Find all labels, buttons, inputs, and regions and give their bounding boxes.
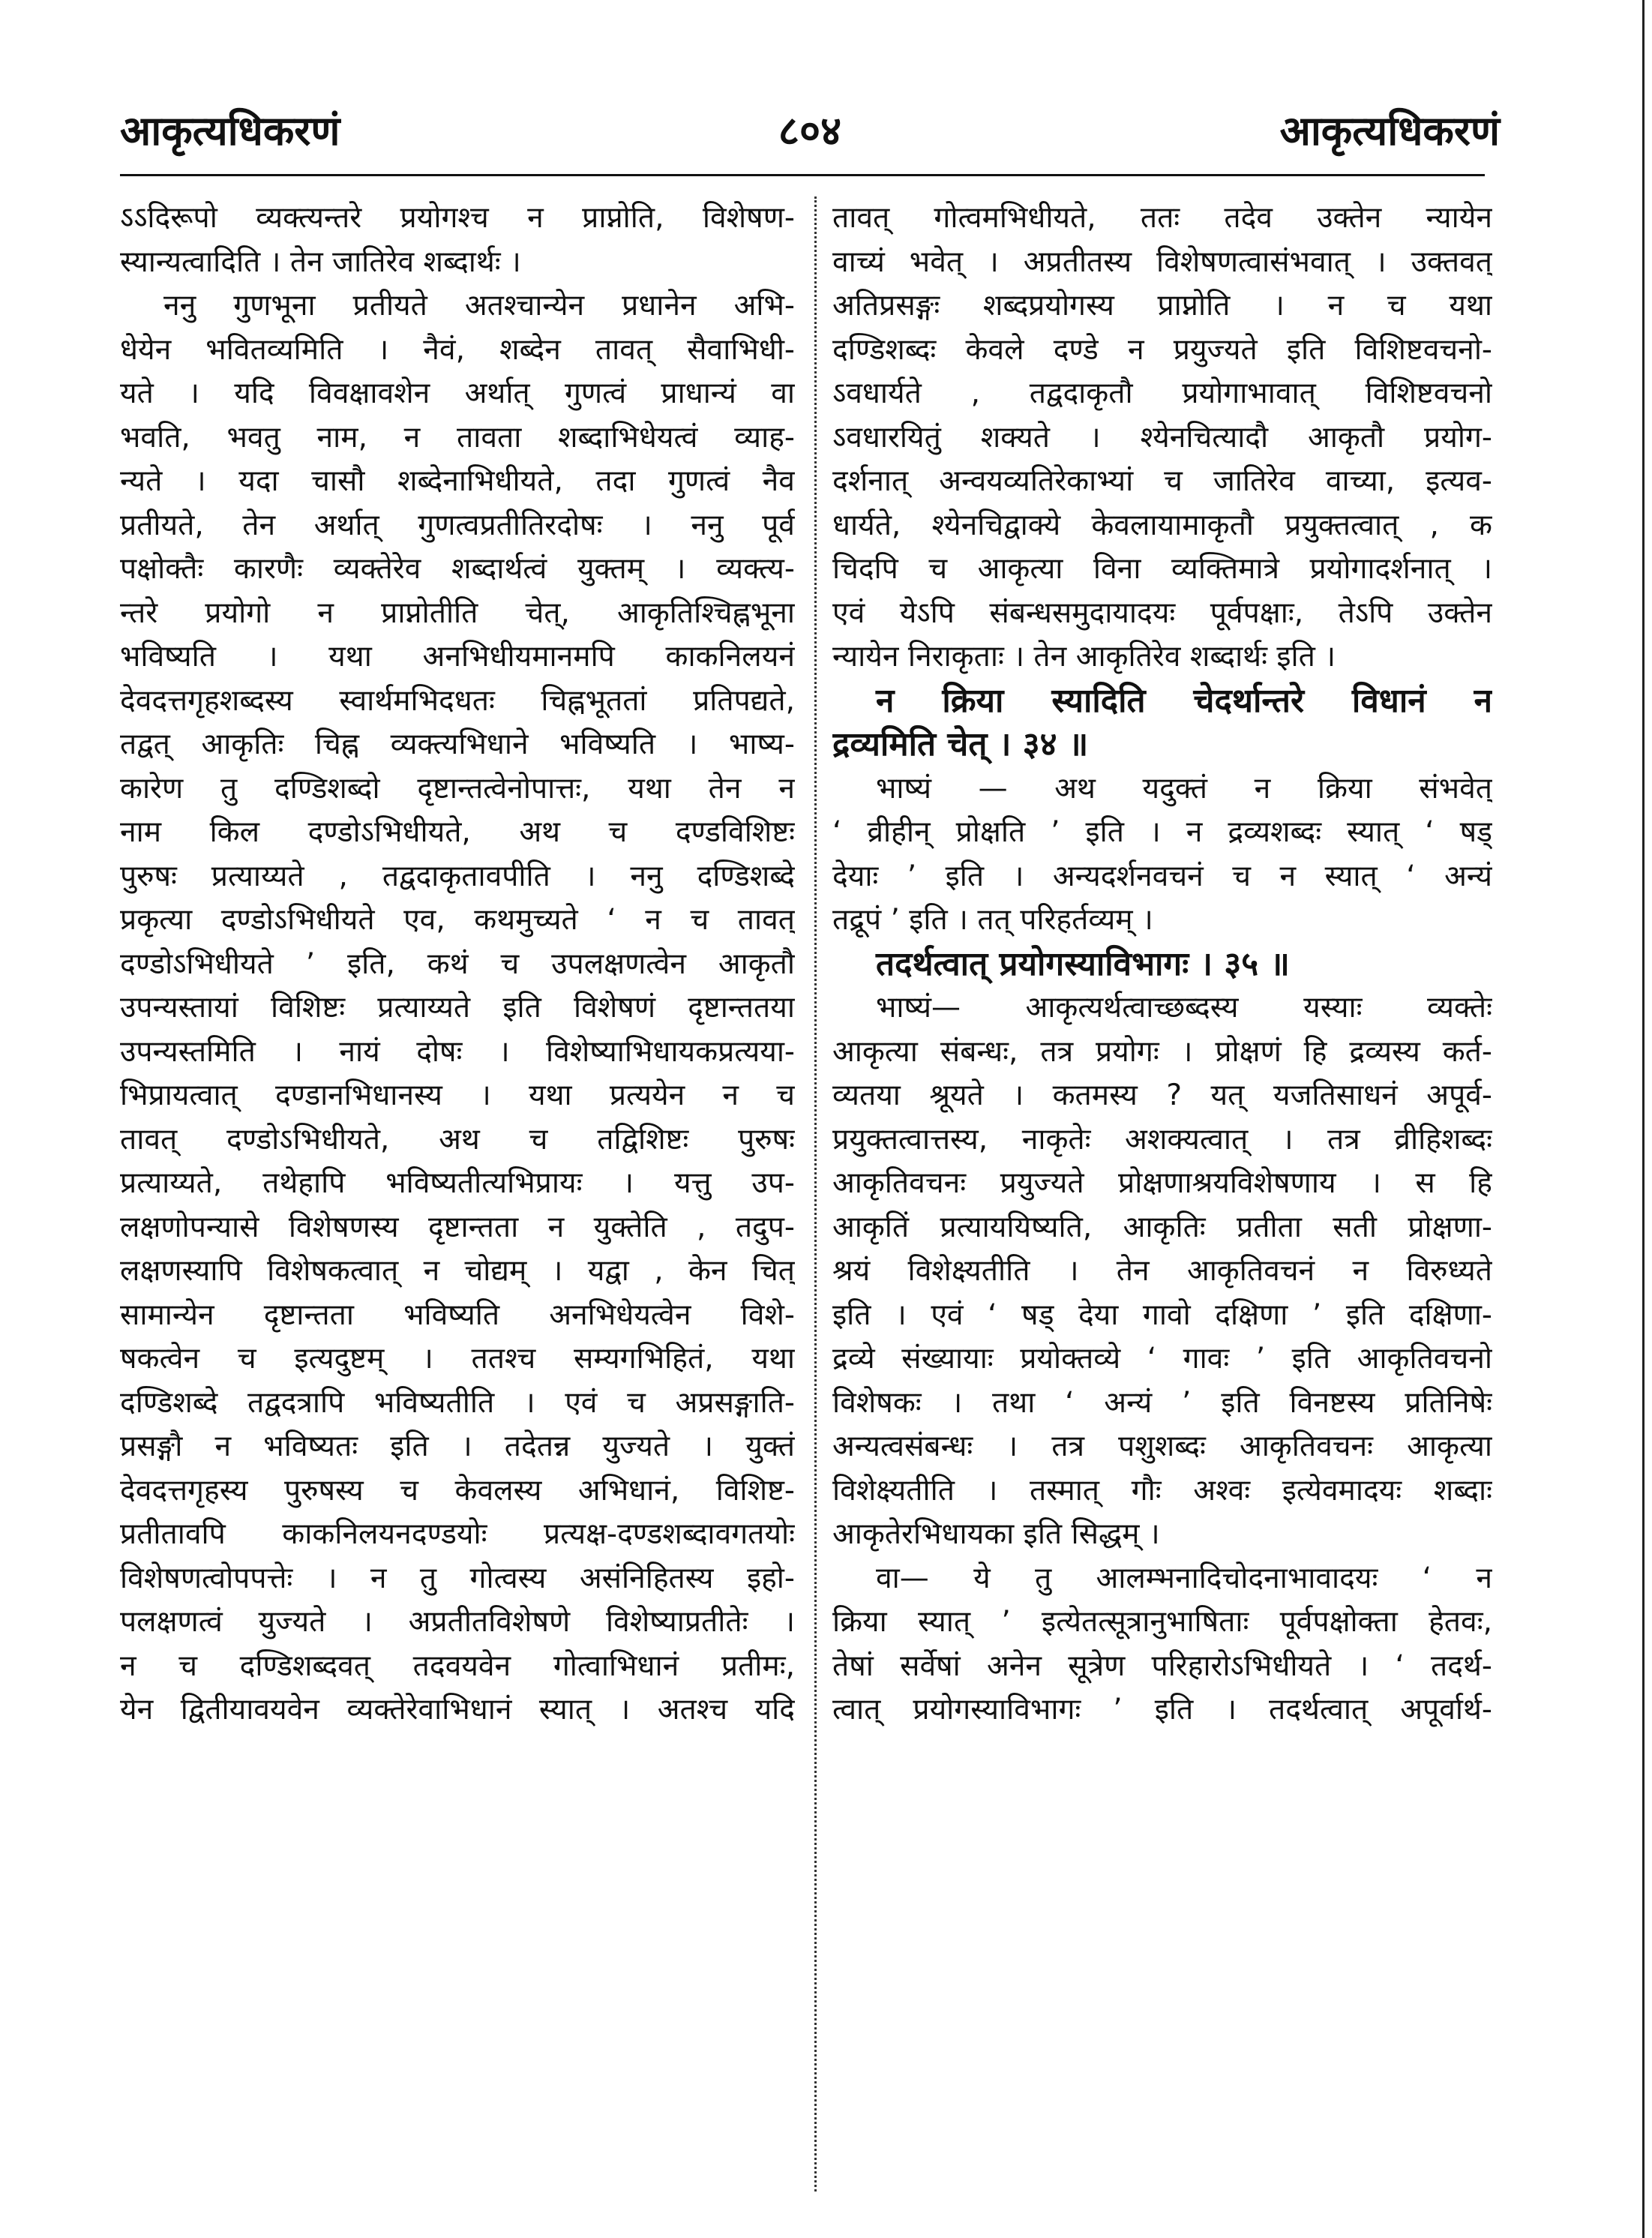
text-line: इति । एवं ‘ षड् देया गावो दक्षिणा ’ इति दक्षिणा-	[832, 1298, 1492, 1332]
text-line: पलक्षणत्वं युज्यते । अप्रतीतविशेषणे विशेष्याप्रतीतेः ।	[120, 1605, 795, 1639]
right-column	[832, 196, 1492, 1732]
text-line: पुरुषः प्रत्याय्यते , तद्वदाकृतावपीति । ननु दण्डिशब्दे	[120, 859, 795, 893]
running-title-right: आकृत्यधिकरणं	[1279, 107, 1500, 154]
text-line: धार्यते, श्येनचिद्वाक्ये केवलायामाकृतौ प्रयुक्तत्वात् , क	[832, 508, 1492, 542]
text-line: भाष्यं — अथ यदुक्तं न क्रिया संभवेत्	[876, 771, 1492, 806]
text-line: तेषां सर्वेषां अनेन सूत्रेण परिहारोऽभिधीयते । ‘ तदर्थ-	[832, 1648, 1492, 1683]
text-line: ननु गुणभूना प्रतीयते अतश्चान्येन प्रधानेन अभि-	[163, 289, 795, 322]
page-header	[120, 101, 1500, 169]
text-line: आकृतेरभिधायका इति सिद्धम् ।	[832, 1517, 1160, 1551]
running-title-left: आकृत्यधिकरणं	[120, 107, 340, 154]
text-line: दण्डिशब्दे तद्वदत्रापि भविष्यतीति । एवं च अप्रसङ्गाति-	[120, 1385, 795, 1420]
text-line: लक्षणोपन्यासे विशेषणस्य दृष्टान्तता न युक्तेति , तदुप-	[120, 1210, 795, 1244]
text-line: सामान्येन दृष्टान्तता भविष्यति अनभिधेयत्वेन विशे-	[120, 1298, 795, 1332]
text-line: अन्यत्वसंबन्धः । तत्र पशुशब्दः आकृतिवचनः आकृत्या	[832, 1430, 1492, 1463]
text-line: पक्षोक्तैः कारणैः व्यक्तेरेव शब्दार्थत्वं युक्तम् । व्यक्त्य-	[120, 552, 795, 586]
text-line: न्तरे प्रयोगो न प्राप्नोतीति चेत्, आकृतिश्चिह्नभूना	[120, 596, 795, 630]
text-line: ‘ व्रीहीन् प्रोक्षति ’ इति । न द्रव्यशब्दः स्यात् ‘ षड्	[832, 815, 1492, 849]
text-line: ऽऽदिरूपो व्यक्त्यन्तरे प्रयोगश्च न प्राप्नोति, विशेषण-	[120, 201, 795, 235]
text-line: तावत् दण्डोऽभिधीयते, अथ च तद्विशिष्टः पुरुषः	[120, 1122, 795, 1156]
text-line: तावत् गोत्वमभिधीयते, ततः तदेव उक्तेन न्यायेन	[832, 201, 1492, 235]
text-line: न च दण्डिशब्दवत् तदवयवेन गोत्वाभिधानं प्रतीमः,	[120, 1648, 795, 1683]
text-line: भिप्रायत्वात् दण्डानभिधानस्य । यथा प्रत्ययेन न च	[120, 1078, 795, 1112]
header-rule	[120, 174, 1485, 176]
text-line: भाष्यं— आकृत्यर्थत्वाच्छब्दस्य यस्याः व्यक्तेः	[876, 991, 1492, 1024]
text-line: देवदत्तगृहस्य पुरुषस्य च केवलस्य अभिधानं, विशिष्ट-	[120, 1473, 795, 1508]
text-line: देयाः ’ इति । अन्यदर्शनवचनं च न स्यात् ‘ अन्यं	[832, 859, 1492, 893]
text-line: प्रतीयते, तेन अर्थात् गुणत्वप्रतीतिरदोषः । ननु पूर्व	[120, 508, 795, 542]
text-line: न्यायेन निराकृताः । तेन आकृतिरेव शब्दार्थः इति ।	[832, 640, 1336, 674]
left-column	[120, 196, 795, 1732]
text-line: प्रतीतावपि काकनिलयनदण्डयोः प्रत्यक्ष-दण्डशब्दावगतयोः	[120, 1517, 795, 1551]
text-line: आकृतिं प्रत्याययिष्यति, आकृतिः प्रतीता सती प्रोक्षणा-	[832, 1210, 1492, 1244]
text-line: एवं येऽपि संबन्धसमुदायादयः पूर्वपक्षाः, तेऽपि उक्तेन	[832, 596, 1492, 630]
text-line: भविष्यति । यथा अनभिधीयमानमपि काकनिलयनं	[120, 640, 795, 674]
text-line: तद्वत् आकृतिः चिह्न व्यक्त्यभिधाने भविष्यति । भाष्य-	[120, 728, 795, 761]
text-line: आकृतिवचनः प्रयुज्यते प्रोक्षणाश्रयविशेषणाय । स हि	[832, 1166, 1492, 1200]
text-line: उपन्यस्तायां विशिष्टः प्रत्याय्यते इति विशेषणं दृष्टान्ततया	[120, 991, 795, 1024]
text-line: त्वात् प्रयोगस्याविभागः ’ इति । तदर्थत्वात् अपूर्वार्थ-	[832, 1693, 1492, 1726]
column-divider	[814, 196, 817, 2192]
text-line: नाम किल दण्डोऽभिधीयते, अथ च दण्डविशिष्टः	[120, 815, 795, 849]
text-line: दर्शनात् अन्वयव्यतिरेकाभ्यां च जातिरेव वाच्या, इत्यव-	[832, 464, 1492, 498]
text-line: प्रत्याय्यते, तथेहापि भविष्यतीत्यभिप्रायः । यत्तु उप-	[120, 1166, 795, 1200]
text-line: धेयेन भवितव्यमिति । नैवं, शब्देन तावत् सैवाभिधी-	[120, 332, 795, 367]
text-line: प्रकृत्या दण्डोऽभिधीयते एव, कथमुच्यते ‘ न च तावत्	[120, 903, 795, 937]
text-line: विशेषकः । तथा ‘ अन्यं ’ इति विनष्टस्य प्रतिनिषेः	[832, 1385, 1492, 1420]
text-line: न्यते । यदा चासौ शब्देनाभिधीयते, तदा गुणत्वं नैव	[120, 464, 795, 498]
right-edge-rule	[1642, 0, 1645, 2238]
text-line: अतिप्रसङ्गः शब्दप्रयोगस्य प्राप्नोति । न च यथा	[832, 289, 1492, 322]
text-line: यते । यदि विवक्षावशेन अर्थात् गुणत्वं प्राधान्यं वा	[120, 376, 795, 410]
text-line: कारेण तु दण्डिशब्दो दृष्टान्तत्वेनोपात्तः, यथा तेन न	[120, 771, 795, 806]
text-line: श्रयं विशेक्ष्यतीति । तेन आकृतिवचनं न विरुध्यते	[832, 1254, 1492, 1288]
sutra-35-line: तदर्थत्वात् प्रयोगस्याविभागः । ३५ ॥	[876, 944, 1290, 983]
text-line: लक्षणस्यापि विशेषकत्वात् न चोद्यम् । यद्वा , केन चित्	[120, 1254, 795, 1288]
sutra-34-line: द्रव्यमिति चेत् । ३४ ॥	[832, 725, 1089, 764]
sutra-34-line: न क्रिया स्यादिति चेदर्थान्तरे विधानं न	[876, 681, 1492, 720]
text-line: क्रिया स्यात् ’ इत्येतत्सूत्रानुभाषिताः पूर्वपक्षोक्ता हेतवः,	[832, 1605, 1492, 1639]
text-line: दण्डोऽभिधीयते ’ इति, कथं च उपलक्षणत्वेन आकृतौ	[120, 946, 795, 981]
text-line: ऽवधार्यते , तद्वदाकृतौ प्रयोगाभावात् विशिष्टवचनो	[832, 376, 1492, 410]
text-line: आकृत्या संबन्धः, तत्र प्रयोगः । प्रोक्षणं हि द्रव्यस्य कर्त-	[832, 1034, 1492, 1069]
text-line: षकत्वेन च इत्यदुष्टम् । ततश्च सम्यगभिहितं, यथा	[120, 1342, 795, 1376]
text-line: चिदपि च आकृत्या विना व्यक्तिमात्रे प्रयोगादर्शनात् ।	[832, 552, 1492, 586]
text-line: विशेक्ष्यतीति । तस्मात् गौः अश्वः इत्येवमादयः शब्दाः	[832, 1473, 1492, 1508]
text-line: वा— ये तु आलम्भनादिचोदनाभावादयः ‘ न	[876, 1561, 1492, 1595]
text-line: दण्डिशब्दः केवले दण्डे न प्रयुज्यते इति विशिष्टवचनो-	[832, 332, 1492, 367]
text-line: द्रव्ये संख्यायाः प्रयोक्तव्ये ‘ गावः ’ इति आकृतिवचनो	[832, 1342, 1492, 1376]
text-line: देवदत्तगृहशब्दस्य स्वार्थमभिदधतः चिह्नभूततां प्रतिपद्यते,	[120, 683, 795, 718]
text-line: उपन्यस्तमिति । नायं दोषः । विशेष्याभिधायकप्रत्यया-	[120, 1034, 795, 1069]
text-line: वाच्यं भवेत् । अप्रतीतस्य विशेषणत्वासंभवात् । उक्तवत्	[832, 244, 1492, 279]
text-line: भवति, भवतु नाम, न तावता शब्दाभिधेयत्वं व्याह-	[120, 420, 795, 454]
text-line: स्यान्यत्वादिति । तेन जातिरेव शब्दार्थः ।	[120, 244, 521, 279]
text-line: विशेषणत्वोपपत्तेः । न तु गोत्वस्य असंनिहितस्य इहो-	[120, 1561, 795, 1595]
text-line: येन द्वितीयावयवेन व्यक्तेरेवाभिधानं स्यात् । अतश्च यदि	[120, 1693, 795, 1726]
page-number: ८०४	[778, 107, 842, 154]
text-line: प्रसङ्गौ न भविष्यतः इति । तदेतन्न युज्यते । युक्तं	[120, 1430, 795, 1463]
text-line: प्रयुक्तत्वात्तस्य, नाकृतेः अशक्यत्वात् । तत्र व्रीहिशब्दः	[832, 1122, 1492, 1156]
text-line: ऽवधारयितुं शक्यते । श्येनचित्यादौ आकृतौ प्रयोग-	[832, 420, 1492, 454]
text-line: तद्रूपं ’ इति । तत् परिहर्तव्यम् ।	[832, 903, 1153, 937]
text-line: व्यतया श्रूयते । कतमस्य ? यत् यजतिसाधनं अपूर्व-	[832, 1078, 1492, 1112]
